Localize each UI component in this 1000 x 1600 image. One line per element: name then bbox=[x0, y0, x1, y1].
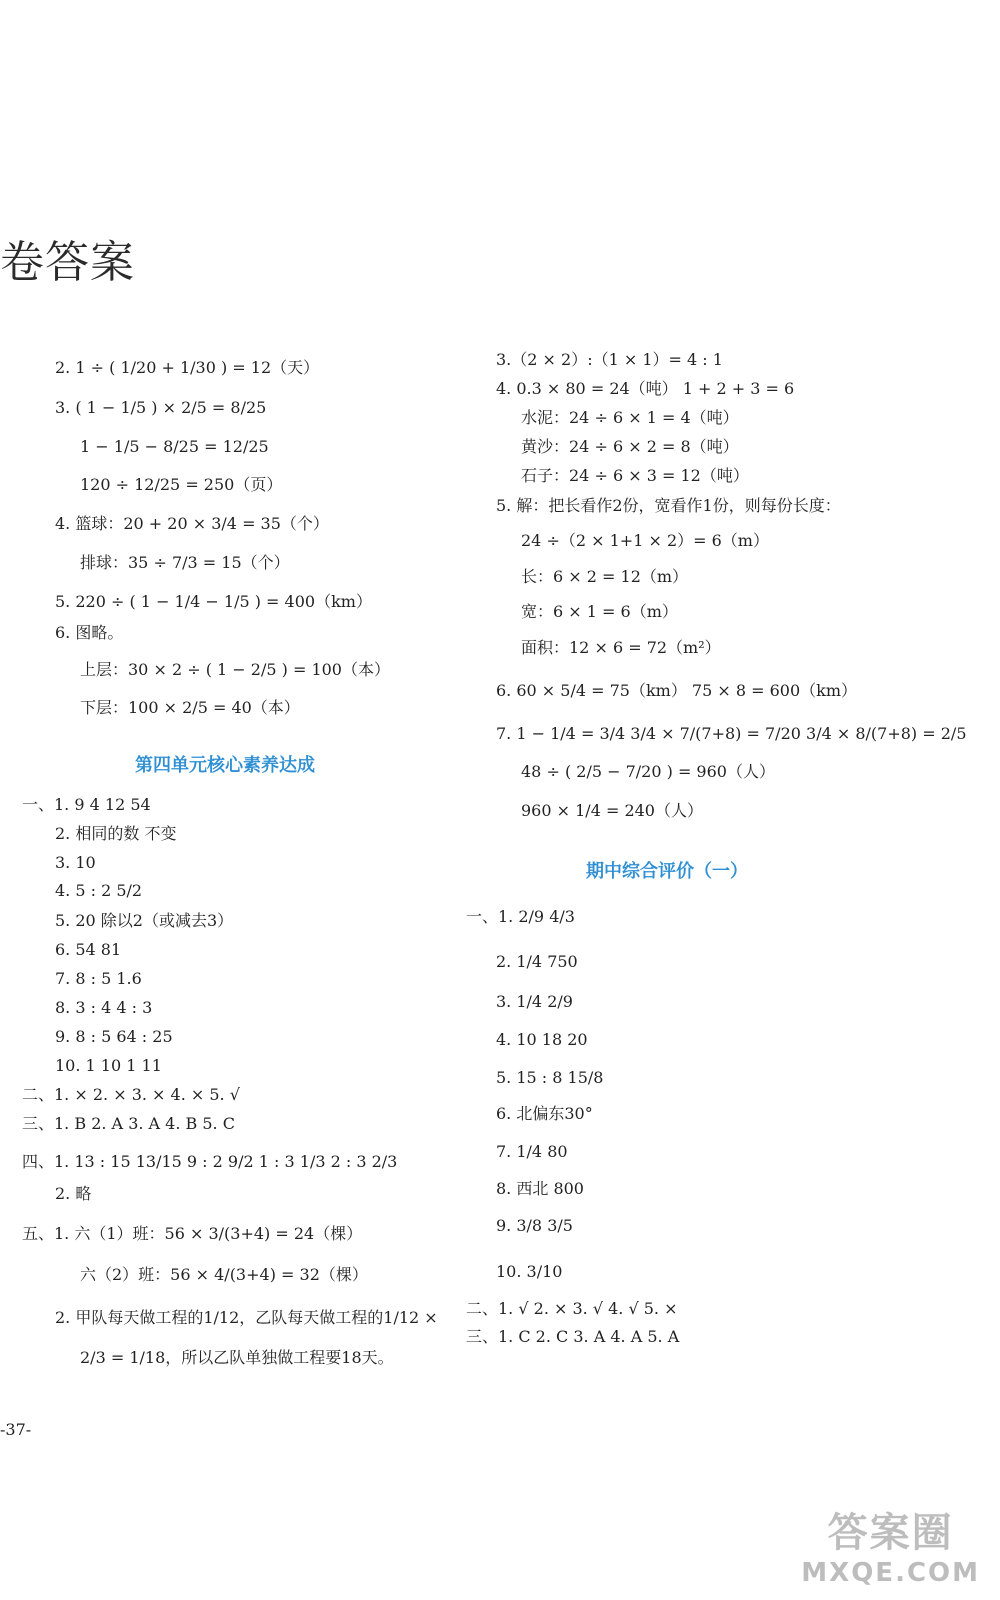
answer-line: 六（2）班：56 × 4/(3+4) = 32（棵） bbox=[80, 1265, 368, 1284]
answer-line: 24 ÷（2 × 1+1 × 2）= 6（m） bbox=[521, 531, 769, 550]
answer-line: 黄沙：24 ÷ 6 × 2 = 8（吨） bbox=[521, 437, 739, 456]
answer-line: 6. 60 × 5/4 = 75（km） 75 × 8 = 600（km） bbox=[496, 681, 858, 700]
section-heading-midterm: 期中综合评价（一） bbox=[586, 861, 748, 882]
answer-line: 排球：35 ÷ 7/3 = 15（个） bbox=[80, 553, 290, 572]
answer-line: 7. 8 : 5 1.6 bbox=[55, 969, 142, 988]
watermark-url: MXQE.COM bbox=[801, 1558, 980, 1588]
answer-line: 2. 甲队每天做工程的1/12，乙队每天做工程的1/12 × bbox=[55, 1308, 438, 1327]
answer-line: 1 − 1/5 − 8/25 = 12/25 bbox=[80, 437, 269, 456]
watermark-text: 答案圈 bbox=[827, 1510, 954, 1556]
answer-line: 面积：12 × 6 = 72（m²） bbox=[521, 638, 721, 657]
answer-line: 上层：30 × 2 ÷ ( 1 − 2/5 ) = 100（本） bbox=[80, 660, 390, 679]
answer-line: 5. 220 ÷ ( 1 − 1/4 − 1/5 ) = 400（km） bbox=[55, 592, 372, 611]
answer-line: 2/3 = 1/18，所以乙队单独做工程要18天。 bbox=[80, 1348, 394, 1367]
answer-line: 3. ( 1 − 1/5 ) × 2/5 = 8/25 bbox=[55, 398, 267, 417]
answer-line: 长：6 × 2 = 12（m） bbox=[521, 567, 689, 586]
page-title: 卷答案 bbox=[0, 237, 135, 288]
answer-line: 7. 1/4 80 bbox=[496, 1142, 568, 1161]
answer-line: 8. 西北 800 bbox=[496, 1179, 584, 1198]
answer-line: 4. 0.3 × 80 = 24（吨） 1 + 2 + 3 = 6 bbox=[496, 379, 795, 398]
answer-line: 9. 8 : 5 64 : 25 bbox=[55, 1027, 173, 1046]
answer-line: 一、1. 2/9 4/3 bbox=[466, 907, 575, 926]
answer-line: 120 ÷ 12/25 = 250（页） bbox=[80, 475, 283, 494]
answer-line: 3. 1/4 2/9 bbox=[496, 992, 573, 1011]
answer-line: 二、1. × 2. × 3. × 4. × 5. √ bbox=[22, 1085, 240, 1104]
answer-line: 6. 54 81 bbox=[55, 940, 122, 959]
answer-line: 48 ÷ ( 2/5 − 7/20 ) = 960（人） bbox=[521, 762, 775, 781]
answer-line: 5. 解：把长看作2份，宽看作1份，则每份长度： bbox=[496, 496, 841, 515]
answer-line: 四、1. 13 : 15 13/15 9 : 2 9/2 1 : 3 1/3 2 : 3 2/3 bbox=[22, 1152, 398, 1171]
answer-line: 4. 篮球：20 + 20 × 3/4 = 35（个） bbox=[55, 514, 329, 533]
answer-line: 6. 图略。 bbox=[55, 623, 124, 642]
answer-line: 3. 10 bbox=[55, 853, 96, 872]
answer-line: 10. 1 10 1 11 bbox=[55, 1056, 162, 1075]
watermark-logo bbox=[801, 1501, 980, 1588]
answer-line: 宽：6 × 1 = 6（m） bbox=[521, 602, 678, 621]
answer-line: 4. 10 18 20 bbox=[496, 1030, 588, 1049]
answer-line: 三、1. B 2. A 3. A 4. B 5. C bbox=[22, 1114, 235, 1133]
answer-line: 4. 5 : 2 5/2 bbox=[55, 881, 143, 900]
answer-line: 水泥：24 ÷ 6 × 1 = 4（吨） bbox=[521, 408, 739, 427]
answer-line: 石子：24 ÷ 6 × 3 = 12（吨） bbox=[521, 466, 749, 485]
answer-line: 6. 北偏东30° bbox=[496, 1104, 593, 1123]
answer-line: 7. 1 − 1/4 = 3/4 3/4 × 7/(7+8) = 7/20 3/4 × 8/(7+8) = 2/5 bbox=[496, 724, 967, 743]
page-number: -37- bbox=[0, 1420, 32, 1439]
section-heading-unit4: 第四单元核心素养达成 bbox=[135, 755, 315, 776]
answer-line: 2. 1/4 750 bbox=[496, 952, 578, 971]
answer-line: 二、1. √ 2. × 3. √ 4. √ 5. × bbox=[466, 1299, 678, 1318]
answer-line: 9. 3/8 3/5 bbox=[496, 1216, 573, 1235]
answer-line: 2. 1 ÷ ( 1/20 + 1/30 ) = 12（天） bbox=[55, 358, 320, 377]
answer-line: 2. 略 bbox=[55, 1184, 92, 1203]
answer-line: 8. 3 : 4 4 : 3 bbox=[55, 998, 153, 1017]
answer-line: 2. 相同的数 不变 bbox=[55, 824, 177, 843]
answer-line: 下层：100 × 2/5 = 40（本） bbox=[80, 698, 300, 717]
answer-line: 5. 20 除以2（或减去3） bbox=[55, 911, 234, 930]
answer-line: 五、1. 六（1）班：56 × 3/(3+4) = 24（棵） bbox=[22, 1224, 363, 1243]
answer-line: 一、1. 9 4 12 54 bbox=[22, 795, 151, 814]
answer-line: 10. 3/10 bbox=[496, 1262, 563, 1281]
answer-line: 960 × 1/4 = 240（人） bbox=[521, 801, 703, 820]
answer-line: 三、1. C 2. C 3. A 4. A 5. A bbox=[466, 1327, 680, 1346]
answer-line: 5. 15 : 8 15/8 bbox=[496, 1068, 604, 1087]
answer-line: 3.（2 × 2）:（1 × 1）= 4 : 1 bbox=[496, 350, 723, 369]
